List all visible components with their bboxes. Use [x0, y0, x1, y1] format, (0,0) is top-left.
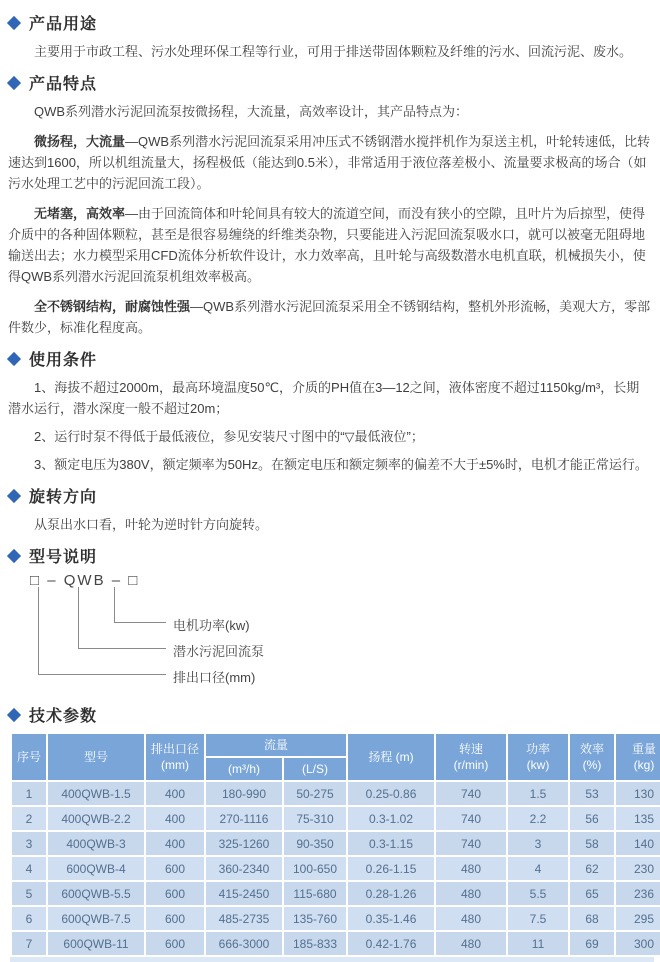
- section-heading-model: [6, 544, 652, 567]
- cell-no: 3: [12, 832, 46, 855]
- model-label-pump-type: 潜水污泥回流泵: [173, 644, 265, 659]
- cell-head: 0.3-1.15: [348, 832, 434, 855]
- cell-no: 1: [12, 782, 46, 805]
- cell-no: 6: [12, 907, 46, 930]
- section-title: 使用条件: [29, 352, 98, 369]
- diamond-icon: [7, 548, 21, 562]
- cell-flow-ls: 100-650: [284, 857, 346, 880]
- diamond-icon: [7, 15, 21, 29]
- cell-flow-m3h: 270-1116: [206, 807, 282, 830]
- cell-head: 0.28-1.26: [348, 882, 434, 905]
- col-header-model: 型号: [48, 734, 144, 780]
- model-label-motor-power: 电机功率(kw): [173, 618, 250, 633]
- cell-head: 0.42-1.76: [348, 932, 434, 955]
- cell-weight: 236: [616, 882, 660, 905]
- col-header-head: 扬程 (m): [348, 734, 434, 780]
- section-title: 型号说明: [29, 549, 98, 566]
- cell-flow-ls: 115-680: [284, 882, 346, 905]
- cell-weight: 295: [616, 907, 660, 930]
- col-header-text: 效率: [580, 742, 605, 756]
- col-header-flow-m3h: (m³/h): [206, 758, 282, 780]
- cell-power: 2.2: [508, 807, 568, 830]
- col-header-unit: (kw): [526, 758, 550, 772]
- cell-speed: 480: [436, 882, 506, 905]
- model-code-diagram: [8, 572, 652, 694]
- cell-outlet: 600: [146, 907, 204, 930]
- cell-model: 600QWB-7.5: [48, 907, 144, 930]
- diamond-icon: [7, 351, 21, 365]
- diamond-icon: [7, 488, 21, 502]
- section-title: 技术参数: [29, 708, 98, 725]
- condition-item: 2、运行时泵不得低于最低液位，参见安装尺寸图中的“▽最低液位”；: [34, 429, 424, 444]
- cell-power: 1.5: [508, 782, 568, 805]
- cell-no: 4: [12, 857, 46, 880]
- feature-lead: 微扬程，大流量: [34, 134, 126, 149]
- table-row: [12, 857, 660, 880]
- cell-outlet: 600: [146, 857, 204, 880]
- section-title: 产品特点: [29, 76, 98, 93]
- cell-power: 3: [508, 832, 568, 855]
- col-header-unit: (mm): [161, 758, 189, 772]
- table-row: [12, 932, 660, 955]
- col-header-flow-ls: (L/S): [284, 758, 346, 780]
- condition-item: 1、海拔不超过2000m，最高环境温度50℃，介质的PH值在3—12之间，液体密度不超过1150kg/m³，长期潜水运行，潜水深度一般不超过20m；: [8, 380, 640, 416]
- cell-flow-m3h: 415-2450: [206, 882, 282, 905]
- cell-flow-ls: 75-310: [284, 807, 346, 830]
- section-heading-rotation: [6, 484, 652, 507]
- cell-outlet: 400: [146, 832, 204, 855]
- cell-efficiency: 58: [570, 832, 614, 855]
- cell-flow-m3h: 325-1260: [206, 832, 282, 855]
- rotation-paragraph: 从泵出水口看，叶轮为逆时针方向旋转。: [34, 517, 269, 532]
- feature-text: —QWB系列潜水污泥回流泵采用冲压式不锈钢潜水搅拌机作为泵送主机，叶轮转速低，比转速达到1600，所以机组流量大，扬程极低（能达到0.5米），非常适用于液位落差极小、流量要求极高的场合（如污水处理工艺中的污泥回流工段）。: [8, 134, 651, 191]
- cell-model: 600QWB-11: [48, 932, 144, 955]
- cell-weight: 135: [616, 807, 660, 830]
- cell-flow-ls: 185-833: [284, 932, 346, 955]
- cell-speed: 480: [436, 857, 506, 880]
- cell-weight: 230: [616, 857, 660, 880]
- cell-efficiency: 53: [570, 782, 614, 805]
- cell-flow-m3h: 180-990: [206, 782, 282, 805]
- cell-flow-ls: 50-275: [284, 782, 346, 805]
- cell-power: 11: [508, 932, 568, 955]
- col-header-unit: (kg): [633, 758, 655, 772]
- cell-weight: 300: [616, 932, 660, 955]
- feature-lead: 全不锈钢结构，耐腐蚀性强: [34, 299, 191, 314]
- feature-paragraph: [8, 203, 652, 287]
- cell-flow-ls: 135-760: [284, 907, 346, 930]
- diamond-icon: [7, 75, 21, 89]
- col-header-no: 序号: [12, 734, 46, 780]
- cell-flow-m3h: 360-2340: [206, 857, 282, 880]
- cell-no: 7: [12, 932, 46, 955]
- section-heading-features: [6, 71, 652, 94]
- cell-flow-m3h: 485-2735: [206, 907, 282, 930]
- table-row: [12, 782, 660, 805]
- col-header-efficiency: [570, 734, 614, 780]
- cell-model: 400QWB-2.2: [48, 807, 144, 830]
- cell-model: 600QWB-5.5: [48, 882, 144, 905]
- table-row: [12, 907, 660, 930]
- section-title: 产品用途: [29, 16, 98, 33]
- cell-model: 600QWB-4: [48, 857, 144, 880]
- cell-weight: 140: [616, 832, 660, 855]
- cell-outlet: 400: [146, 807, 204, 830]
- feature-text: —由于回流筒体和叶轮间具有较大的流道空间，而没有狭小的空隙，且叶片为后掠型，使得介质中的各种固体颗粒，甚至是很容易缠绕的纤维类杂物，只要能进入污泥回流泵吸水口，就可以被毫无阻碍地输送出去；水力模型采用CFD流体分析软件设计，水力效率高，且叶轮与高级数潜水电机直联，机械损失小，使得QWB系列潜水污泥回流泵机组效率极高。: [8, 206, 646, 284]
- cell-power: 4: [508, 857, 568, 880]
- model-formula: □ – QWB – □: [30, 572, 140, 589]
- cell-power: 5.5: [508, 882, 568, 905]
- col-header-power: [508, 734, 568, 780]
- cell-model: 400QWB-1.5: [48, 782, 144, 805]
- spec-table: [10, 732, 660, 957]
- col-header-outlet: [146, 734, 204, 780]
- cell-head: 0.26-1.15: [348, 857, 434, 880]
- diamond-icon: [7, 707, 21, 721]
- col-header-text: 功率: [526, 742, 551, 756]
- col-header-weight: [616, 734, 660, 780]
- cell-outlet: 600: [146, 882, 204, 905]
- table-row: [12, 882, 660, 905]
- col-header-speed: [436, 734, 506, 780]
- col-header-flow: 流量: [206, 734, 346, 756]
- cell-speed: 740: [436, 832, 506, 855]
- section-heading-conditions: [6, 347, 652, 370]
- feature-paragraph: [8, 296, 652, 338]
- feature-paragraph: [8, 131, 652, 194]
- usage-paragraph: 主要用于市政工程、污水处理环保工程等行业，可用于排送带固体颗粒及纤维的污水、回流污泥、废水。: [34, 44, 633, 59]
- col-header-text: 排出口径: [150, 742, 199, 756]
- cell-power: 7.5: [508, 907, 568, 930]
- cell-head: 0.25-0.86: [348, 782, 434, 805]
- model-label-outlet: 排出口径(mm): [173, 670, 256, 685]
- section-title: 旋转方向: [29, 489, 98, 506]
- condition-item: 3、额定电压为380V，额定频率为50Hz。在额定电压和额定频率的偏差不大于±5%时，电机才能正常运行。: [34, 457, 648, 472]
- connector-line: [38, 587, 166, 675]
- col-header-unit: (r/min): [453, 758, 489, 772]
- cell-speed: 480: [436, 932, 506, 955]
- col-header-text: 转速: [459, 742, 484, 756]
- cell-efficiency: 68: [570, 907, 614, 930]
- table-bottom-strip: [10, 957, 654, 962]
- cell-efficiency: 69: [570, 932, 614, 955]
- section-heading-usage: [6, 11, 652, 34]
- cell-efficiency: 62: [570, 857, 614, 880]
- cell-speed: 740: [436, 782, 506, 805]
- cell-model: 400QWB-3: [48, 832, 144, 855]
- cell-efficiency: 56: [570, 807, 614, 830]
- cell-outlet: 600: [146, 932, 204, 955]
- cell-head: 0.3-1.02: [348, 807, 434, 830]
- cell-weight: 130: [616, 782, 660, 805]
- cell-efficiency: 65: [570, 882, 614, 905]
- cell-speed: 740: [436, 807, 506, 830]
- cell-no: 2: [12, 807, 46, 830]
- feature-text: —QWB系列潜水污泥回流泵采用全不锈钢结构，整机外形流畅，美观大方，零部件数少，标准化程度高。: [8, 299, 651, 335]
- cell-outlet: 400: [146, 782, 204, 805]
- feature-lead: 无堵塞，高效率: [34, 206, 126, 221]
- features-intro: QWB系列潜水污泥回流泵按微扬程，大流量，高效率设计，其产品特点为：: [34, 104, 469, 119]
- table-row: [12, 832, 660, 855]
- cell-flow-ls: 90-350: [284, 832, 346, 855]
- col-header-text: 重量: [632, 742, 657, 756]
- cell-flow-m3h: 666-3000: [206, 932, 282, 955]
- col-header-unit: (%): [582, 758, 602, 772]
- cell-speed: 480: [436, 907, 506, 930]
- cell-head: 0.35-1.46: [348, 907, 434, 930]
- section-heading-specs: [6, 703, 652, 726]
- cell-no: 5: [12, 882, 46, 905]
